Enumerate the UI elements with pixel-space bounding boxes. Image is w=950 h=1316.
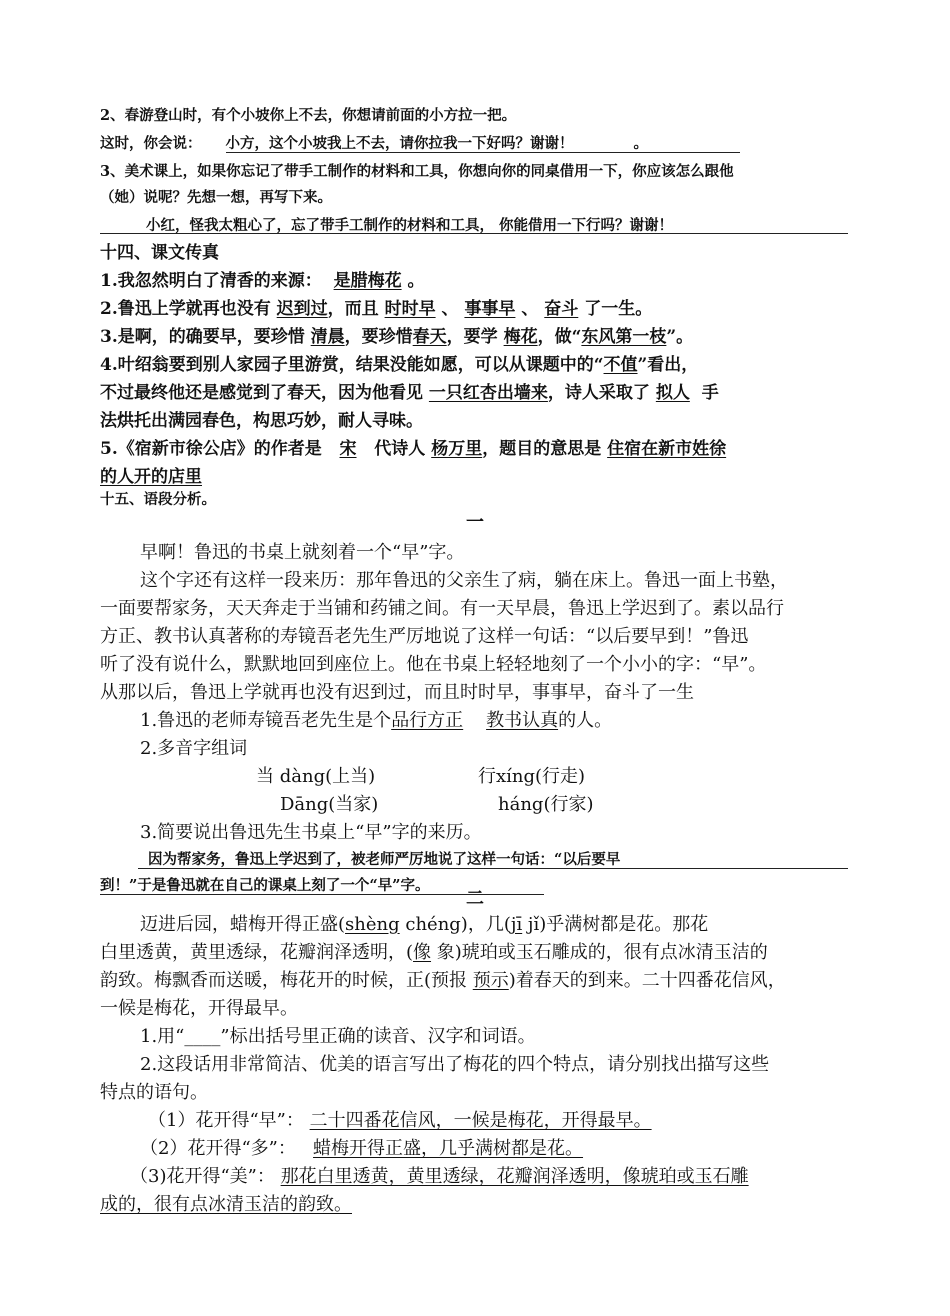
passage-1-line-3: 一面要帮家务，天天奔走于当铺和药铺之间。有一天早晨，鲁迅上学迟到了。素以品行	[100, 598, 784, 619]
item-text: 。	[407, 271, 425, 291]
answer-text: 二十四番花信风，一候是梅花，开得最早。	[309, 1110, 652, 1131]
answer-text: 事事早	[464, 299, 516, 319]
passage-1-answer-3-line-1: 因为帮家务，鲁迅上学迟到了，被老师严厉地说了这样一句话：“以后要早	[148, 851, 621, 868]
item-text: 了一生。	[584, 299, 653, 319]
passage-2-number: 二	[466, 888, 484, 909]
polyphone-hang: háng(行家)	[498, 794, 594, 815]
item-text: 代诗人	[374, 439, 426, 459]
section-14-item-1	[100, 266, 425, 291]
answer-text: 宋	[339, 439, 357, 459]
passage-text: 韵致。梅飘香而送暖，梅花开的时候，正(预报	[100, 970, 473, 991]
marked-answer: shèng	[345, 914, 400, 935]
item-text: ，而且	[327, 299, 379, 319]
answer-text: 住宿在新市姓徐	[607, 439, 727, 459]
answer-text: 梅花	[503, 327, 538, 347]
answer-text: 杨万里	[431, 439, 483, 459]
feature-beautiful	[130, 1162, 749, 1188]
item-text: 手	[701, 383, 719, 403]
section-14-item-4-line-3: 法烘托出满园春色，构思巧妙，耐人寻味。	[100, 411, 423, 431]
item-text: ，要学	[446, 327, 498, 347]
answer-text: 春天	[412, 327, 447, 347]
answer-text: 是腊梅花	[333, 271, 402, 291]
passage-text: chéng)，几(	[399, 914, 511, 935]
answer-text: 那花白里透黄，黄里透绿，花瓣润泽透明，像琥珀或玉石雕	[280, 1166, 749, 1187]
question-3-line-2: （她）说呢？先想一想，再写下来。	[100, 189, 332, 206]
answer-text: 拟人	[655, 383, 690, 403]
section-14-item-5-line-2	[100, 462, 202, 487]
passage-text: 象)琥珀或玉石雕成的，很有点冰清玉洁的	[431, 942, 768, 963]
passage-1-line-2: 这个字还有这样一段来历：那年鲁迅的父亲生了病，躺在床上。鲁迅一面上书塾，	[140, 570, 788, 591]
answer-text: 迟到过	[276, 299, 328, 319]
passage-1-number: 一	[466, 512, 484, 533]
item-text: 不过最终他还是感觉到了春天，因为他看见	[100, 383, 423, 403]
passage-text: 迈进后园，蜡梅开得正盛(	[140, 914, 346, 935]
answer-text: 一只红杏出墙来	[428, 383, 548, 403]
answer-text: 教书认真	[486, 710, 559, 731]
answer-text: 成的，很有点冰清玉洁的韵致。	[100, 1194, 352, 1215]
question-2-period: 。	[633, 135, 648, 152]
passage-2-line-4: 一候是梅花，开得最早。	[100, 998, 298, 1019]
question-2-answer-line	[100, 132, 648, 153]
question-2-intro: 2、春游登山时，有个小坡你上不去，你想请前面的小方拉一把。	[100, 107, 517, 124]
answer-underline	[100, 233, 848, 234]
section-14-item-4-line-2	[100, 378, 719, 403]
item-text: ，题目的意思是	[482, 439, 602, 459]
passage-1-question-3: 3.简要说出鲁迅先生书桌上“早”字的来历。	[140, 822, 482, 843]
marked-answer: 像	[413, 942, 432, 963]
item-text: 2.鲁迅上学就再也没有	[100, 299, 271, 319]
feature-label: （1）花开得“早”：	[148, 1110, 304, 1131]
section-15-title: 十五、语段分析。	[100, 491, 216, 508]
answer-underline	[138, 868, 848, 869]
passage-1-line-5: 听了没有说什么，默默地回到座位上。他在书桌上轻轻地刻了一个小小的字：“早”。	[100, 654, 767, 675]
item-text: ”看出，	[637, 355, 699, 375]
passage-2-question-1: 1.用“____”标出括号里正确的读音、汉字和词语。	[140, 1026, 536, 1047]
question-3-line-1: 3、美术课上，如果你忘记了带手工制作的材料和工具，你想向你的同桌借用一下，你应该怎么跟他	[100, 163, 734, 180]
polyphone-xing: 行xíng(行走)	[478, 766, 586, 787]
passage-1-answer-3-line-2: 到！”于是鲁迅就在自己的课桌上刻了一个“早”字。	[100, 877, 430, 894]
item-text: 、	[521, 299, 539, 319]
answer-text: 奋斗	[544, 299, 579, 319]
item-text: ，诗人采取了	[547, 383, 650, 403]
passage-1-question-2: 2.多音字组词	[140, 738, 248, 759]
question-2-answer: 小方，这个小坡我上不去，请你拉我一下好吗？谢谢！	[225, 135, 574, 152]
section-14-item-3	[100, 322, 693, 347]
passage-text: )着春天的到来。二十四番花信风，	[508, 970, 786, 991]
polyphone-dang-1: Dāng(当家)	[280, 794, 379, 815]
question-text: 1.鲁迅的老师寿镜吾老先生是个	[140, 710, 392, 731]
feature-beautiful-line-2	[100, 1190, 352, 1216]
question-3-answer: 小红，怪我太粗心了，忘了带手工制作的材料和工具， 你能借用一下行吗？谢谢！	[146, 217, 674, 234]
section-14-item-5	[100, 434, 726, 459]
polyphone-dang-4: 当 dàng(上当)	[256, 766, 376, 787]
answer-text: 清晨	[310, 327, 345, 347]
item-text: 3.是啊，的确要早，要珍惜	[100, 327, 305, 347]
passage-1-question-1	[140, 706, 612, 732]
feature-many	[140, 1134, 583, 1160]
passage-1-line-1: 早啊！鲁迅的书桌上就刻着一个“早”字。	[140, 542, 465, 563]
answer-text: 时时早	[384, 299, 436, 319]
answer-text: 的人开的店里	[100, 467, 202, 487]
item-text: 、	[441, 299, 459, 319]
item-text: ”。	[666, 327, 694, 347]
feature-label: （2）花开得“多”：	[140, 1138, 296, 1159]
passage-2-line-3	[100, 966, 786, 992]
passage-1-line-4: 方正、教书认真著称的寿镜吾老先生严厉地说了这样一句话：“以后要早到！”鲁迅	[100, 626, 749, 647]
passage-2-line-2	[100, 938, 768, 964]
feature-early	[148, 1106, 652, 1132]
item-text: 1.我忽然明白了清香的来源：	[100, 271, 322, 291]
feature-label: （3)花开得“美”：	[130, 1166, 275, 1187]
passage-text: 白里透黄，黄里透绿，花瓣润泽透明，(	[100, 942, 414, 963]
item-text: ，做“	[537, 327, 582, 347]
question-2-prompt: 这时，你会说：	[100, 135, 202, 152]
question-text: 的人。	[558, 710, 613, 731]
answer-text: 不值	[603, 355, 638, 375]
answer-text: 品行方正	[391, 710, 464, 731]
item-text: ，要珍惜	[344, 327, 413, 347]
passage-2-line-1	[140, 910, 708, 936]
passage-2-question-2-line-1: 2.这段话用非常简洁、优美的语言写出了梅花的四个特点，请分别找出描写这些	[140, 1054, 770, 1075]
item-text: 5.《宿新市徐公店》的作者是	[100, 439, 322, 459]
answer-text: 蜡梅开得正盛，几乎满树都是花。	[313, 1138, 584, 1159]
section-14-title: 十四、课文传真	[100, 243, 219, 263]
passage-1-line-6: 从那以后，鲁迅上学就再也没有迟到过，而且时时早，事事早，奋斗了一生	[100, 682, 694, 703]
section-14-item-4	[100, 350, 698, 375]
marked-answer: 预示	[472, 970, 509, 991]
marked-answer: jī	[510, 914, 523, 935]
passage-2-question-2-line-2: 特点的语句。	[100, 1082, 208, 1103]
answer-underline	[226, 152, 740, 153]
section-14-item-2	[100, 294, 652, 319]
answer-text: 东风第一枝	[581, 327, 667, 347]
item-text: 4.叶绍翁要到别人家园子里游赏，结果没能如愿，可以从课题中的“	[100, 355, 604, 375]
passage-text: jǐ)乎满树都是花。那花	[522, 914, 709, 935]
